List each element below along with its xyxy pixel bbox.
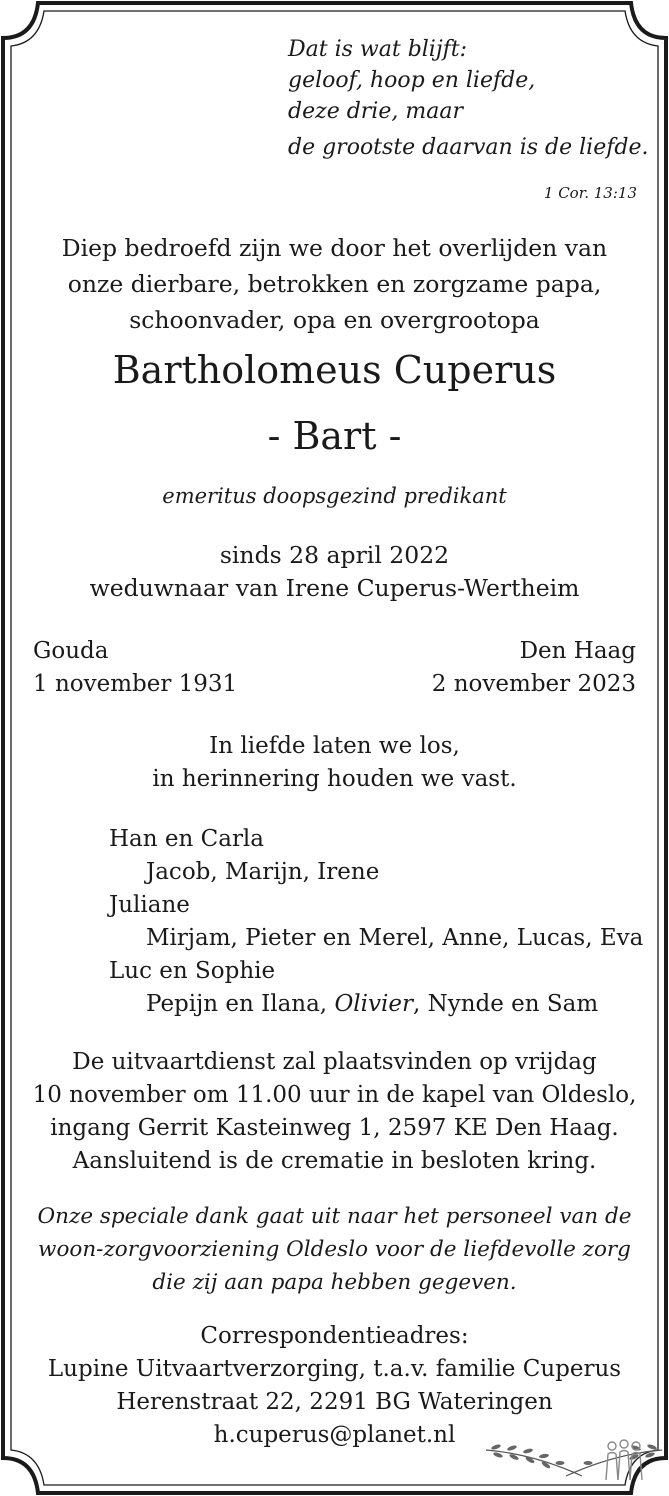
thanks-line: woon-zorgvoorziening Oldeslo voor de liefdevolle zorg <box>38 1237 631 1262</box>
death-place: Den Haag <box>519 638 636 664</box>
birth-date: 1 november 1931 <box>33 671 238 697</box>
deceased-name: Bartholomeus Cuperus <box>112 348 557 392</box>
correspondence-heading: Correspondentieadres: <box>200 1323 469 1349</box>
laurel-wreath-logo <box>484 1436 664 1486</box>
quote-line: deze drie, maar <box>288 99 463 124</box>
quote-line: Dat is wat blijft: <box>288 37 468 62</box>
intro-line: onze dierbare, betrokken en zorgzame papa, <box>67 270 602 298</box>
service-line: Aansluitend is de crematie in besloten kring. <box>72 1148 597 1174</box>
service-line: De uitvaartdienst zal plaatsvinden op vrijdag <box>72 1049 597 1075</box>
service-line: ingang Gerrit Kasteinweg 1, 2597 KE Den Haag. <box>50 1115 619 1141</box>
family-member: Han en Carla <box>109 826 265 852</box>
children-text-italic: Olivier <box>334 991 413 1017</box>
thanks-line: die zij aan papa hebben gegeven. <box>152 1270 517 1295</box>
widower-line: sinds 28 april 2022 <box>219 541 450 569</box>
motto-line: in herinnering houden we vast. <box>152 766 517 792</box>
family-member: Juliane <box>109 892 190 918</box>
correspondence-line: Herenstraat 22, 2291 BG Wateringen <box>116 1389 553 1415</box>
thanks-line: Onze speciale dank gaat uit naar het personeel van de <box>37 1204 632 1229</box>
children-text: , Nynde en Sam <box>412 991 599 1017</box>
family-member: Luc en Sophie <box>109 958 276 984</box>
quote-line: de grootste daarvan is de liefde. <box>288 135 649 160</box>
death-date: 2 november 2023 <box>431 671 636 697</box>
widower-line: weduwnaar van Irene Cuperus-Wertheim <box>89 574 580 602</box>
deceased-nickname: - Bart - <box>267 414 402 458</box>
deceased-title: emeritus doopsgezind predikant <box>162 484 507 508</box>
family-children: Jacob, Marijn, Irene <box>146 859 380 885</box>
family-children: Mirjam, Pieter en Merel, Anne, Lucas, Eva <box>146 925 644 951</box>
children-text: Pepijn en Ilana, <box>146 991 335 1017</box>
family-children <box>146 988 598 1021</box>
intro-line: Diep bedroefd zijn we door het overlijden van <box>61 234 608 262</box>
motto-line: In liefde laten we los, <box>209 733 460 759</box>
correspondence-line: Lupine Uitvaartverzorging, t.a.v. familie Cuperus <box>47 1356 622 1382</box>
service-line: 10 november om 11.00 uur in de kapel van Oldeslo, <box>32 1082 637 1108</box>
quote-reference: 1 Cor. 13:13 <box>543 184 637 202</box>
birth-place: Gouda <box>33 638 109 664</box>
correspondence-email: h.cuperus@planet.nl <box>213 1422 456 1448</box>
quote-line: geloof, hoop en liefde, <box>288 68 536 93</box>
intro-line: schoonvader, opa en overgrootopa <box>129 306 540 334</box>
